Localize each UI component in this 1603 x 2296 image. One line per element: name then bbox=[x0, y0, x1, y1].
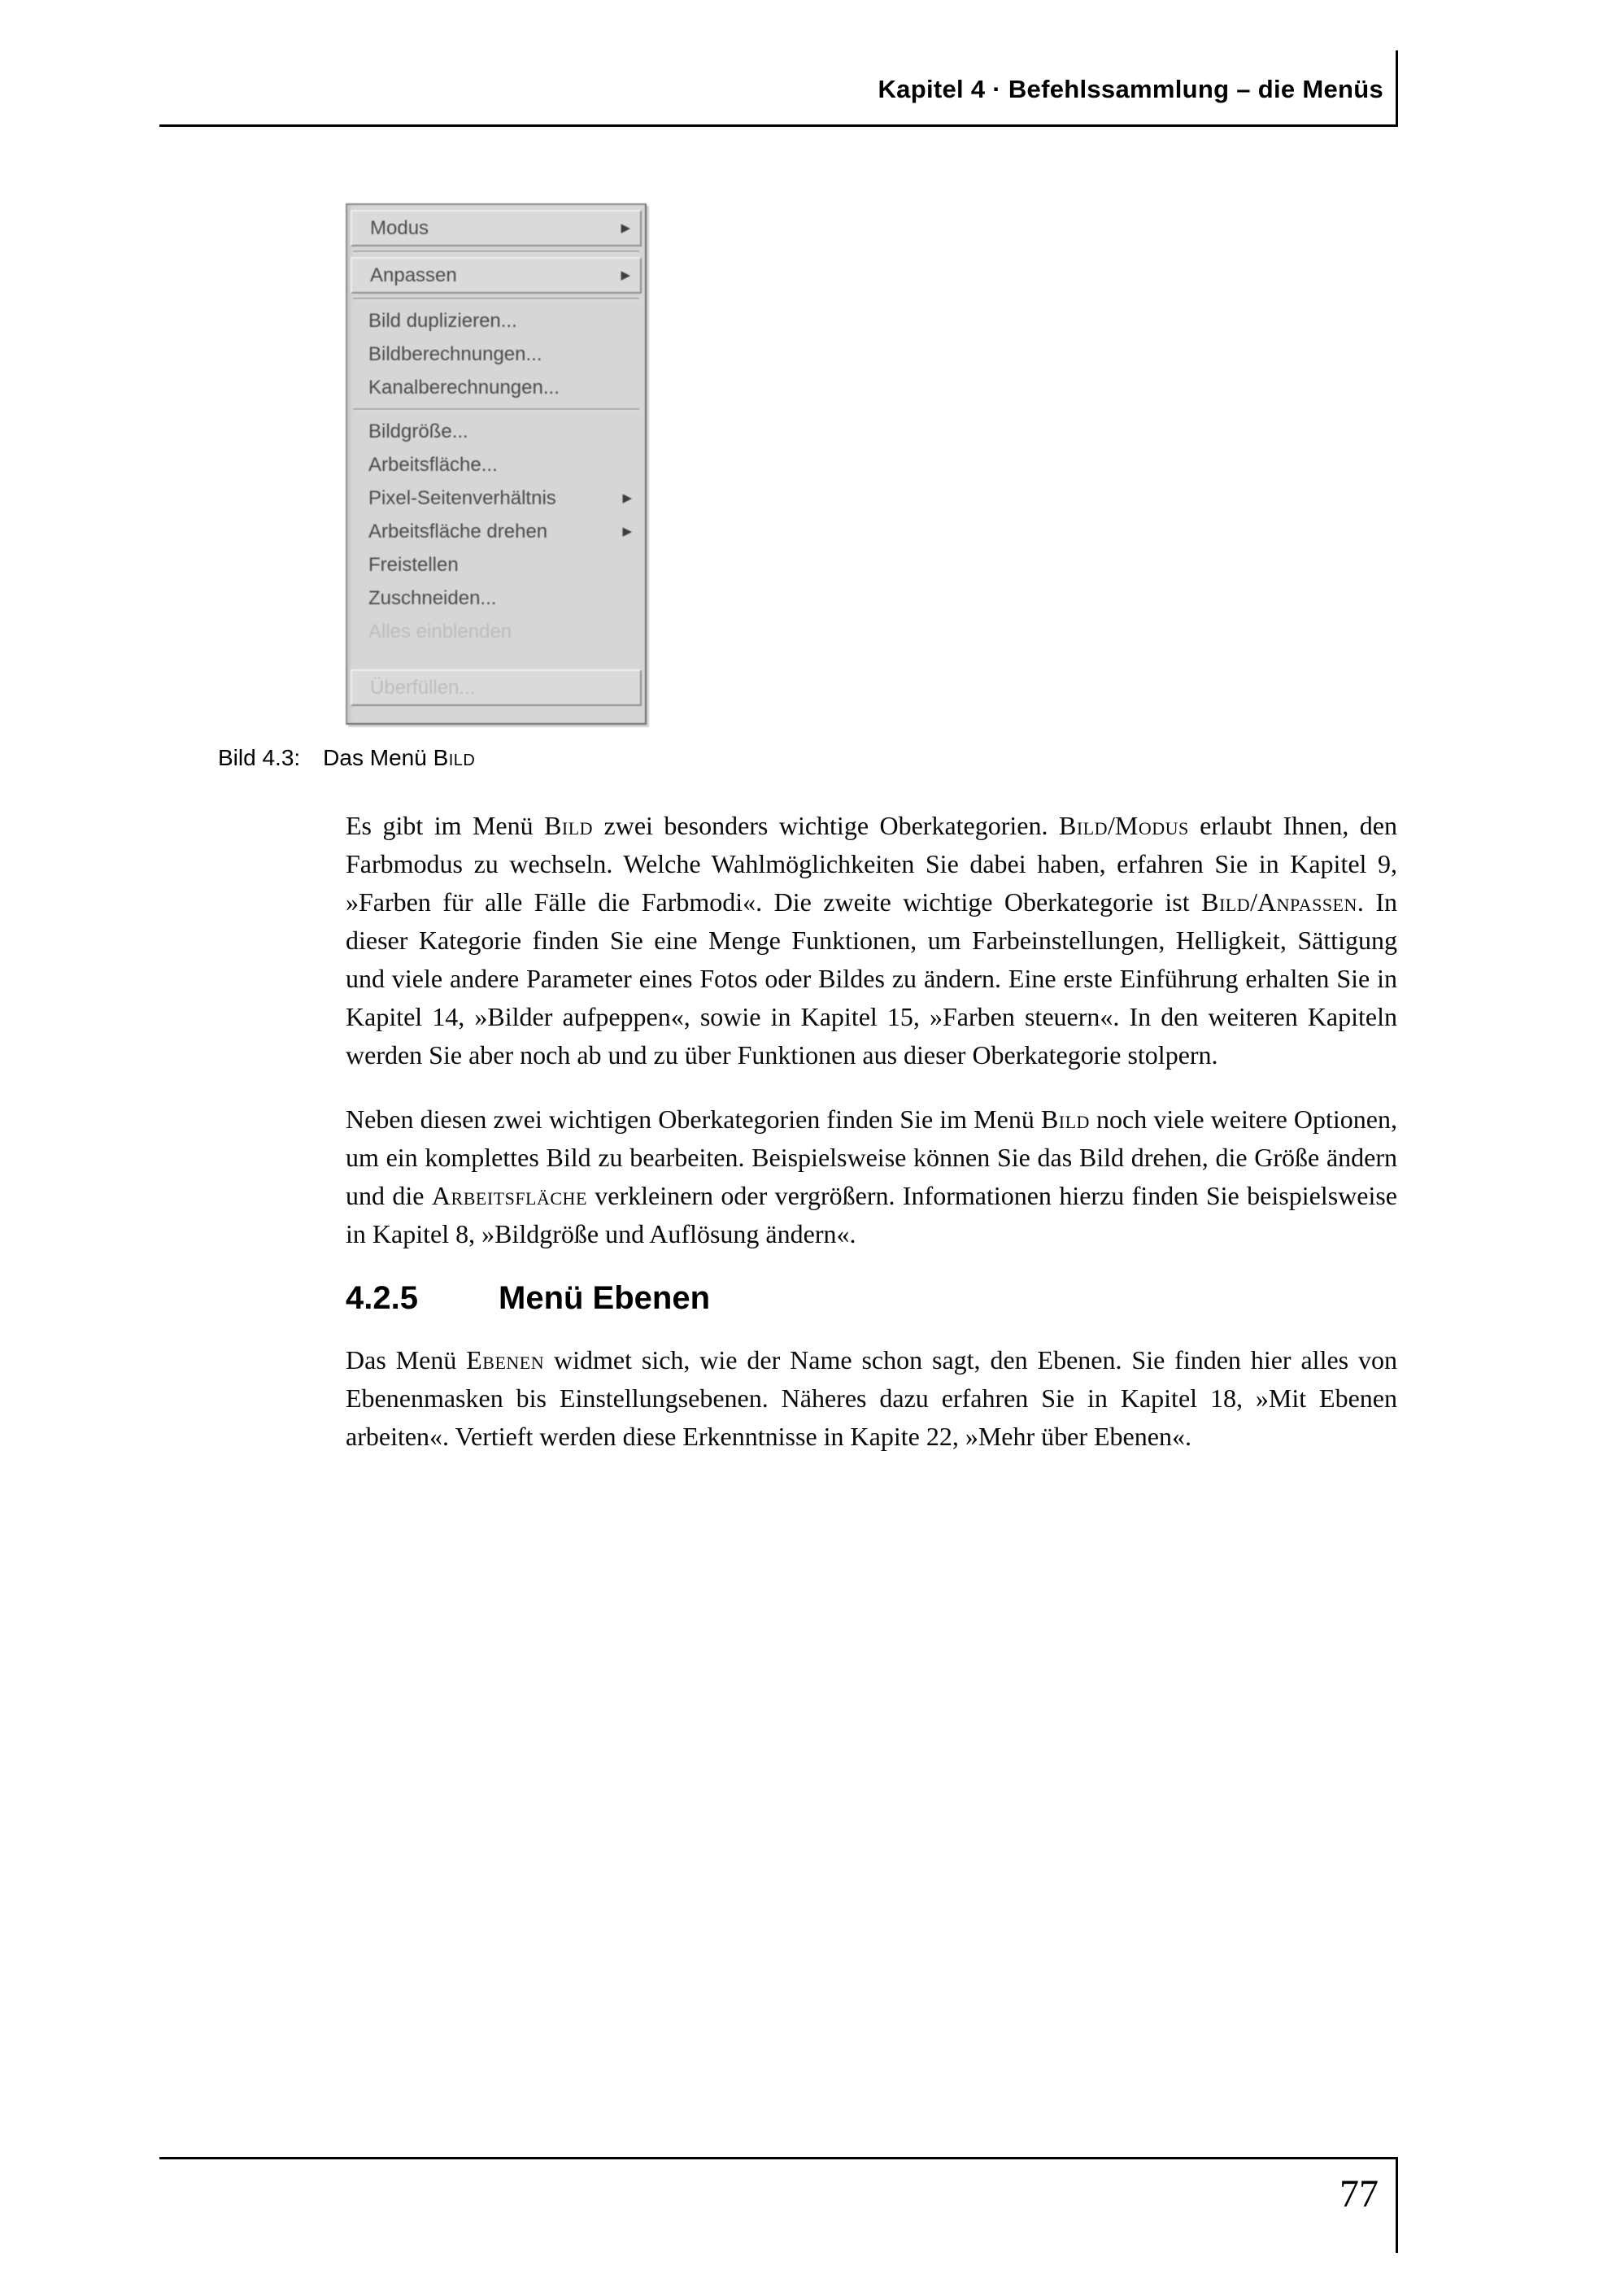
figure-caption-label: Bild 4.3: bbox=[218, 745, 301, 770]
small-caps-term: Bild bbox=[544, 811, 594, 840]
menu-item-bild-duplizieren bbox=[351, 304, 642, 338]
header-corner-line bbox=[1396, 50, 1398, 127]
running-header: Kapitel 4 · Befehlssammlung – die Menüs bbox=[878, 75, 1383, 103]
menu-item-label: Zuschneiden... bbox=[368, 586, 497, 609]
submenu-arrow-icon: ▶ bbox=[621, 268, 630, 282]
menu-item-label: Freistellen bbox=[368, 553, 459, 576]
menu-item-label: Anpassen bbox=[370, 264, 457, 286]
menu-item-label: Arbeitsfläche... bbox=[368, 453, 498, 476]
menu-item-arbeitsfläche bbox=[351, 448, 642, 481]
body-text bbox=[346, 807, 1397, 1482]
small-caps-term: Bild bbox=[1058, 811, 1108, 840]
paragraph-3: Das Menü Ebenen widmet sich, wie der Name schon sagt, den Ebenen. Sie finden hier alles von Ebenenmasken bis Einstellungsebenen. Näheres dazu erfahren Sie in Kapitel 18, »Mit Ebenen arbeiten«. Vertieft werden diese Erkenntnisse in Kapite 22, »Mehr über Ebenen«. bbox=[346, 1345, 1398, 1451]
paragraph-2: Neben diesen zwei wichtigen Oberkategorien finden Sie im Menü Bild noch viele weitere Optionen, um ein komplettes Bild zu bearbeiten. Beispielsweise können Sie das Bild drehen, die Größe ändern und die Arbeitsfläche verkleinern oder vergrößern. Informationen hierzu finden Sie beispielsweise in Kapitel 8, »Bildgröße und Auflösung ändern«. bbox=[346, 1104, 1398, 1248]
footer-corner-line bbox=[1396, 2157, 1398, 2253]
submenu-arrow-icon: ▶ bbox=[622, 525, 632, 538]
menu-separator bbox=[353, 251, 639, 253]
menu-item-label: Modus bbox=[370, 216, 429, 239]
section-title: Menü Ebenen bbox=[499, 1280, 711, 1316]
small-caps-term: Bild bbox=[1040, 1104, 1090, 1134]
bild-menu-figure bbox=[346, 203, 647, 725]
menu-item-zuschneiden bbox=[351, 582, 642, 615]
menu-item-bildberechnungen bbox=[351, 338, 642, 371]
figure-caption bbox=[218, 745, 475, 771]
menu-item-freistellen bbox=[351, 548, 642, 582]
section-number: 4.2.5 bbox=[346, 1280, 418, 1316]
menu-item-label: Bildgröße... bbox=[368, 420, 468, 442]
menu-separator bbox=[353, 408, 639, 411]
menu-item-alles-einblenden bbox=[351, 615, 642, 648]
section-heading bbox=[346, 1279, 1397, 1317]
small-caps-term: Ebenen bbox=[466, 1345, 545, 1375]
menu-item-überfüllen bbox=[351, 669, 642, 706]
menu-item-kanalberechnungen bbox=[351, 371, 642, 404]
paragraph-1: Es gibt im Menü Bild zwei besonders wichtige Oberkategorien. Bild/Modus erlaubt Ihnen, den Farbmodus zu wechseln. Welche Wahlmöglichkeiten Sie dabei haben, erfahren Sie in Kapitel 9, »Farben für alle Fälle die Farbmodi«. Die zweite wichtige Oberkategorie ist Bild/Anpassen. In dieser Kategorie finden Sie eine Menge Funktionen, um Farbeinstellungen, Helligkeit, Sättigung und viele andere Parameter eines Fotos oder Bildes zu ändern. Eine erste Einführung erhalten Sie in Kapitel 14, »Bilder aufpeppen«, sowie in Kapitel 15, »Farben steuern«. In den weiteren Kapiteln werden Sie aber noch ab und zu über Funktionen aus dieser Oberkategorie stolpern. bbox=[346, 811, 1398, 1070]
submenu-arrow-icon: ▶ bbox=[622, 491, 632, 505]
footer-rule bbox=[159, 2157, 1398, 2159]
small-caps-term: Bild bbox=[433, 745, 476, 770]
menu-item-label: Pixel-Seitenverhältnis bbox=[368, 486, 556, 509]
small-caps-term: Bild bbox=[1201, 887, 1251, 917]
submenu-arrow-icon: ▶ bbox=[621, 221, 630, 235]
small-caps-term: Arbeitsfläche bbox=[431, 1181, 587, 1210]
menu-item-modus bbox=[351, 210, 642, 246]
menu-item-label: Bild duplizieren... bbox=[368, 309, 517, 332]
menu-item-label: Bildberechnungen... bbox=[368, 342, 542, 365]
menu-item-label: Kanalberechnungen... bbox=[368, 376, 560, 399]
page-number: 77 bbox=[1339, 2172, 1379, 2215]
menu-item-label: Überfüllen... bbox=[370, 676, 476, 699]
menu-item-anpassen bbox=[351, 257, 642, 294]
header-rule bbox=[159, 124, 1398, 127]
figure-caption-text: Das Menü Bild bbox=[323, 745, 476, 770]
menu-item-label: Alles einblenden bbox=[368, 620, 512, 643]
small-caps-term: Anpassen bbox=[1257, 887, 1357, 917]
menu-item-label: Arbeitsfläche drehen bbox=[368, 520, 548, 542]
menu-item-bildgröße bbox=[351, 415, 642, 448]
menu-item-arbeitsfläche-drehen bbox=[351, 515, 642, 548]
menu-item-pixel-seitenverhältnis bbox=[351, 481, 642, 515]
menu-separator bbox=[353, 298, 639, 300]
small-caps-term: Modus bbox=[1114, 811, 1189, 840]
